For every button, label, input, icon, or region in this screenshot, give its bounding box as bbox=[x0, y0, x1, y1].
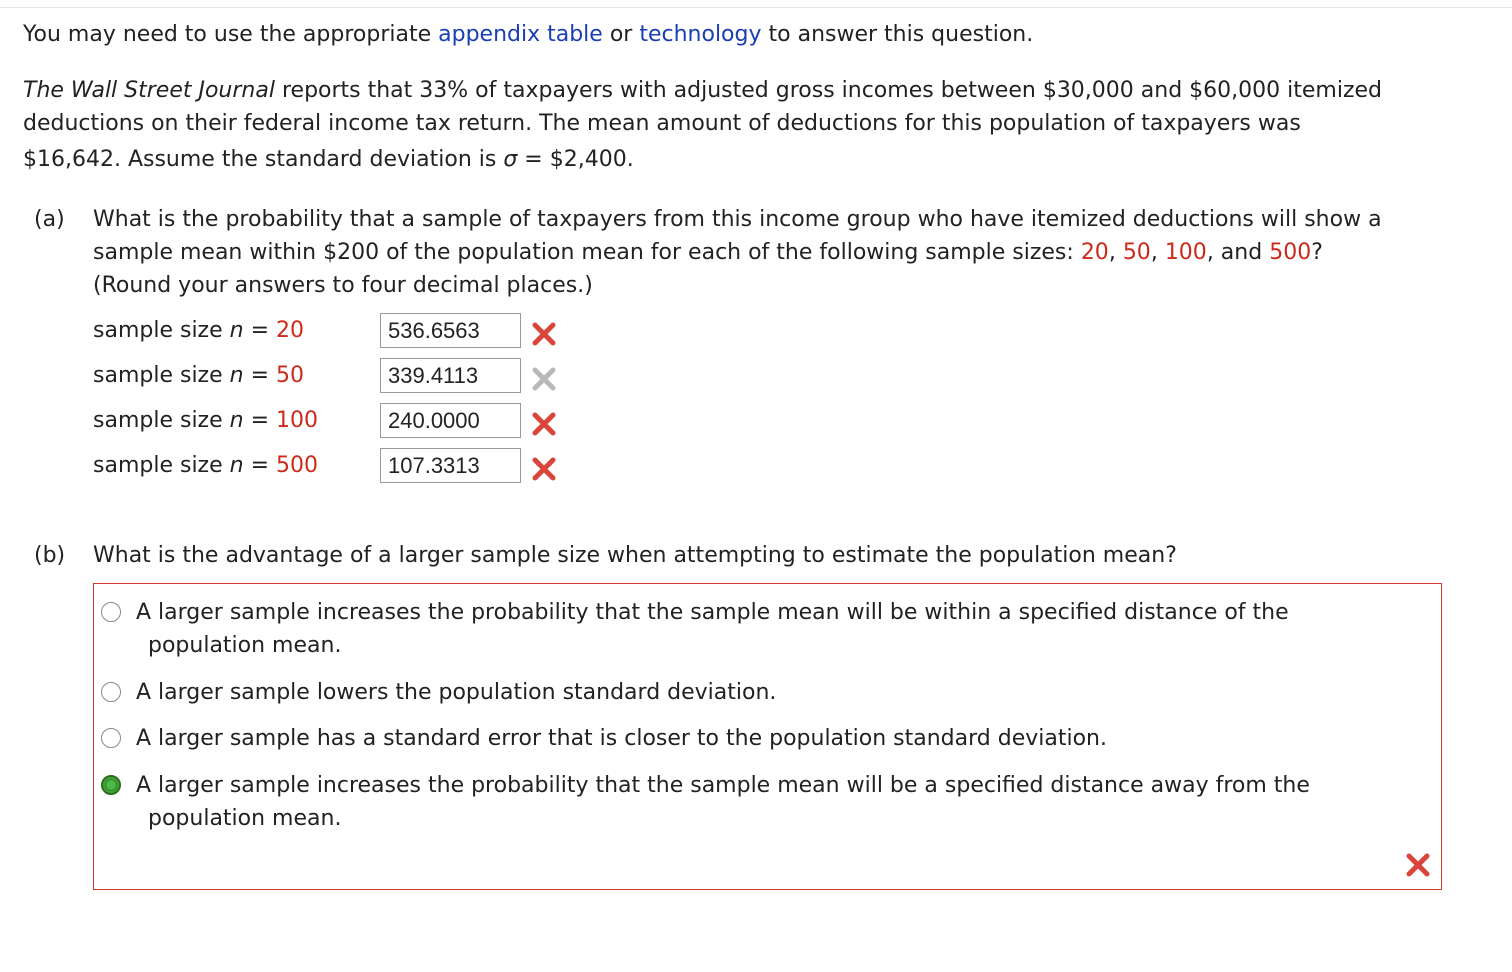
option-3-text[interactable]: A larger sample has a standard error that is closer to the population standard deviation. bbox=[136, 726, 1107, 751]
part-b-label: (b) bbox=[34, 543, 66, 568]
answer-input-n100[interactable] bbox=[380, 403, 521, 438]
sample-size-row-label bbox=[93, 361, 304, 391]
row-prefix: sample size bbox=[93, 318, 223, 343]
option-2-text[interactable]: A larger sample lowers the population standard deviation. bbox=[136, 680, 777, 705]
n-symbol: n bbox=[229, 453, 244, 478]
row-prefix: sample size bbox=[93, 453, 223, 478]
row-n-value: 100 bbox=[276, 408, 319, 433]
separator: , bbox=[1108, 240, 1116, 265]
incorrect-x-icon bbox=[531, 321, 557, 347]
row-n-value: 50 bbox=[276, 363, 305, 388]
row-equals: = bbox=[250, 453, 270, 478]
option-1-text-cont[interactable]: population mean. bbox=[148, 633, 342, 658]
sample-size-row-label bbox=[93, 451, 318, 481]
n-symbol: n bbox=[229, 408, 244, 433]
equals-sign: = bbox=[524, 147, 543, 172]
problem-line-2 bbox=[23, 109, 1301, 139]
part-a-question-3 bbox=[93, 271, 593, 301]
part-a-text-2: sample mean within $200 of the population mean for each of the following sample sizes: bbox=[93, 240, 1074, 265]
problem-line-1 bbox=[23, 76, 1382, 106]
row-prefix: sample size bbox=[93, 408, 223, 433]
intro-or-text: or bbox=[609, 22, 633, 47]
option-4-text[interactable]: A larger sample increases the probability that the sample mean will be a specified distance away from the bbox=[136, 773, 1310, 798]
option-radio-3[interactable] bbox=[101, 728, 121, 748]
part-b-question: What is the advantage of a larger sample size when attempting to estimate the population mean? bbox=[93, 543, 1177, 568]
answer-input-n50[interactable] bbox=[380, 358, 521, 393]
intro-tail-text: to answer this question. bbox=[768, 22, 1034, 47]
n-symbol: n bbox=[229, 318, 244, 343]
sample-size-row-label bbox=[93, 406, 318, 436]
option-radio-2[interactable] bbox=[101, 682, 121, 702]
part-a-label: (a) bbox=[34, 207, 65, 232]
problem-text-2: deductions on their federal income tax return. The mean amount of deductions for this population of taxpayers was bbox=[23, 111, 1301, 136]
row-prefix: sample size bbox=[93, 363, 223, 388]
problem-text-3: $16,642. Assume the standard deviation is bbox=[23, 147, 497, 172]
sample-size-100: 100 bbox=[1164, 240, 1207, 265]
sigma-value: $2,400. bbox=[549, 147, 634, 172]
problem-line-3 bbox=[23, 145, 634, 175]
sigma-symbol: σ bbox=[503, 147, 518, 172]
row-n-value: 20 bbox=[276, 318, 305, 343]
row-equals: = bbox=[250, 318, 270, 343]
top-divider bbox=[0, 7, 1512, 8]
option-1-text[interactable]: A larger sample increases the probability that the sample mean will be within a specified distance of the bbox=[136, 600, 1289, 625]
part-a-question-1 bbox=[93, 205, 1382, 235]
incorrect-x-icon bbox=[531, 366, 557, 392]
instructions-line bbox=[23, 20, 1033, 50]
row-n-value: 500 bbox=[276, 453, 319, 478]
problem-text-1: reports that 33% of taxpayers with adjusted gross incomes between $30,000 and $60,000 itemized bbox=[281, 78, 1383, 103]
incorrect-x-icon bbox=[1405, 852, 1431, 878]
sample-size-500: 500 bbox=[1269, 240, 1312, 265]
sample-size-20: 20 bbox=[1080, 240, 1109, 265]
separator: , bbox=[1150, 240, 1158, 265]
option-radio-1[interactable] bbox=[101, 602, 121, 622]
rounding-instruction: (Round your answers to four decimal places.) bbox=[93, 273, 593, 298]
n-symbol: n bbox=[229, 363, 244, 388]
technology-link[interactable]: technology bbox=[639, 22, 762, 47]
part-a-text-1: What is the probability that a sample of taxpayers from this income group who have itemized deductions will show a bbox=[93, 207, 1382, 232]
row-equals: = bbox=[250, 408, 270, 433]
option-4-text-cont[interactable]: population mean. bbox=[148, 806, 342, 831]
separator: , and bbox=[1206, 240, 1263, 265]
sample-size-row-label bbox=[93, 316, 304, 346]
answer-input-n20[interactable] bbox=[380, 313, 521, 348]
incorrect-x-icon bbox=[531, 411, 557, 437]
part-a-question-2 bbox=[93, 238, 1323, 268]
answer-input-n500[interactable] bbox=[380, 448, 521, 483]
row-equals: = bbox=[250, 363, 270, 388]
sample-size-50: 50 bbox=[1122, 240, 1151, 265]
option-radio-4-selected[interactable] bbox=[101, 775, 121, 795]
question-mark: ? bbox=[1311, 240, 1323, 265]
source-title: The Wall Street Journal bbox=[23, 78, 275, 103]
intro-text: You may need to use the appropriate bbox=[23, 22, 432, 47]
incorrect-x-icon bbox=[531, 456, 557, 482]
appendix-table-link[interactable]: appendix table bbox=[438, 22, 603, 47]
